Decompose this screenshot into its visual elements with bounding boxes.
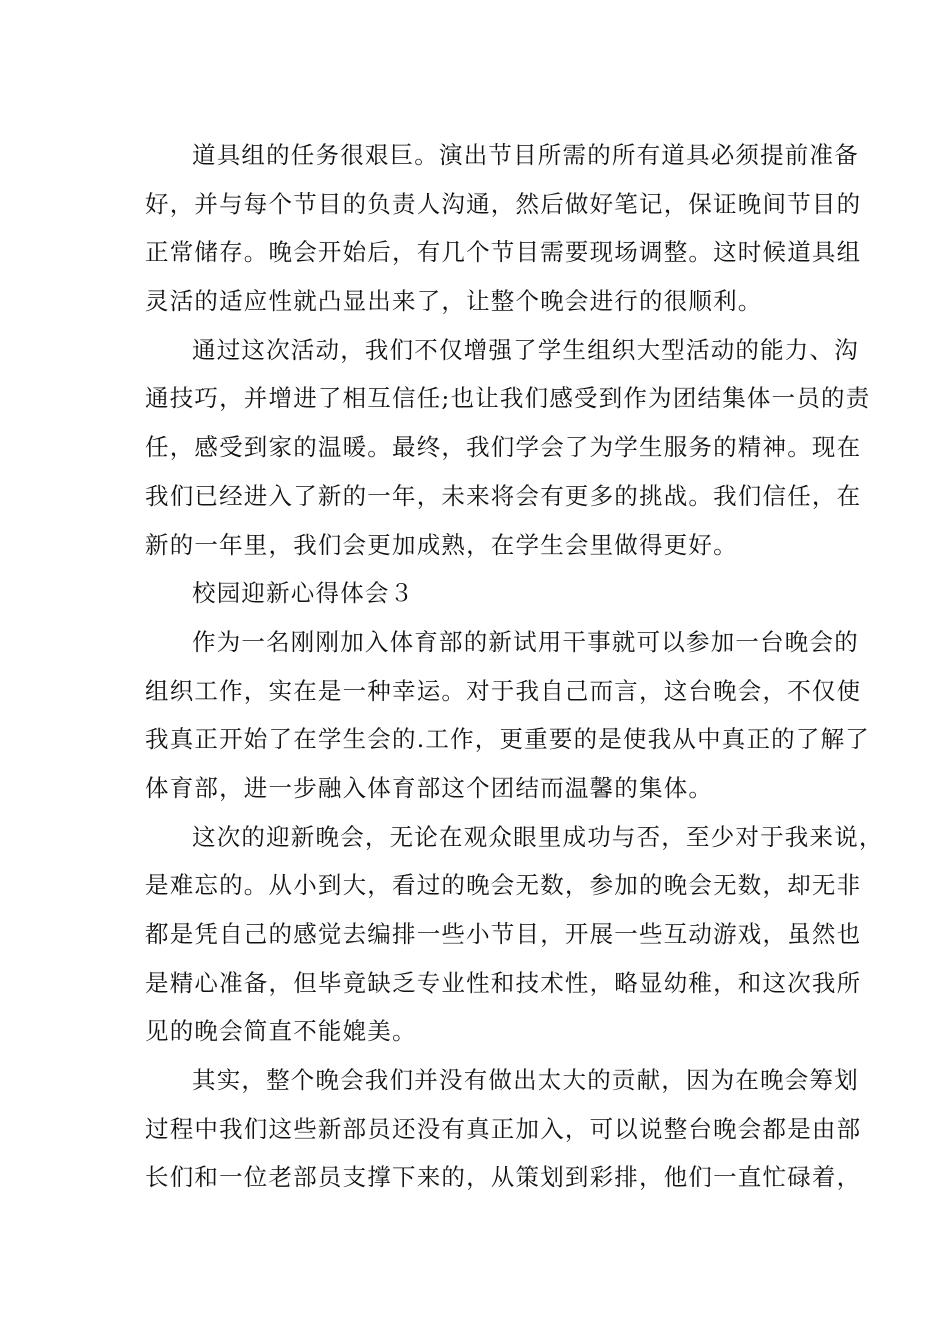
paragraph-line: 是难忘的。从小到大，看过的晚会无数，参加的晚会无数，却无非 — [145, 871, 862, 900]
paragraph-line: 都是凭自己的感觉去编排一些小节目，开展一些互动游戏，虽然也 — [145, 920, 862, 948]
paragraph-line: 组织工作，实在是一种幸运。对于我自己而言，这台晚会，不仅使 — [145, 676, 862, 705]
paragraph-line: 这次的迎新晚会，无论在观众眼里成功与否，至少对于我来说， — [192, 822, 884, 851]
paragraph-line: 新的一年里，我们会更加成熟，在学生会里做得更好。 — [145, 530, 738, 559]
paragraph-line: 体育部，进一步融入体育部这个团结而温馨的集体。 — [145, 773, 714, 802]
paragraph-line: 任，感受到家的温暖。最终，我们学会了为学生服务的精神。现在 — [145, 433, 862, 462]
paragraph-line: 通技巧，并增进了相互信任;也让我们感受到作为团结集体一员的责 — [145, 384, 871, 413]
paragraph-line: 我们已经进入了新的一年，未来将会有更多的挑战。我们信任，在 — [145, 481, 862, 510]
paragraph-welcome-party — [145, 813, 884, 1056]
paragraph-line: 好，并与每个节目的负责人沟通，然后做好笔记，保证晚间节目的 — [145, 189, 862, 218]
paragraph-props-team — [145, 131, 862, 326]
paragraph-line: 过程中我们这些新部员还没有真正加入，可以说整台晚会都是由部 — [145, 1114, 862, 1143]
paragraph-line: 正常储存。晚会开始后，有几个节目需要现场调整。这时候道具组 — [145, 238, 862, 267]
paragraph-line: 见的晚会简直不能媲美。 — [145, 1017, 417, 1046]
paragraph-line: 是精心准备，但毕竟缺乏专业性和技术性，略显幼稚，和这次我所 — [145, 968, 862, 997]
paragraph-line: 我真正开始了在学生会的.工作，更重要的是使我从中真正的了解了 — [145, 725, 870, 754]
section-heading-text: 校园迎新心得体会３ — [192, 579, 415, 608]
document-body — [145, 131, 884, 1202]
paragraph-contribution — [145, 1056, 862, 1202]
paragraph-line: 道具组的任务很艰巨。演出节目所需的所有道具必须提前准备 — [192, 141, 859, 169]
paragraph-activity-summary — [145, 326, 871, 569]
paragraph-line: 其实，整个晚会我们并没有做出太大的贡献，因为在晚会筹划 — [192, 1066, 859, 1095]
section-heading — [145, 569, 813, 618]
paragraph-line: 长们和一位老部员支撑下来的，从策划到彩排，他们一直忙碌着， — [145, 1163, 862, 1192]
paragraph-line: 通过这次活动，我们不仅增强了学生组织大型活动的能力、沟 — [192, 335, 859, 364]
paragraph-new-member — [145, 618, 870, 813]
paragraph-line: 作为一名刚刚加入体育部的新试用干事就可以参加一台晚会的 — [192, 627, 859, 656]
paragraph-line: 灵活的适应性就凸显出来了，让整个晚会进行的很顺利。 — [145, 287, 763, 316]
